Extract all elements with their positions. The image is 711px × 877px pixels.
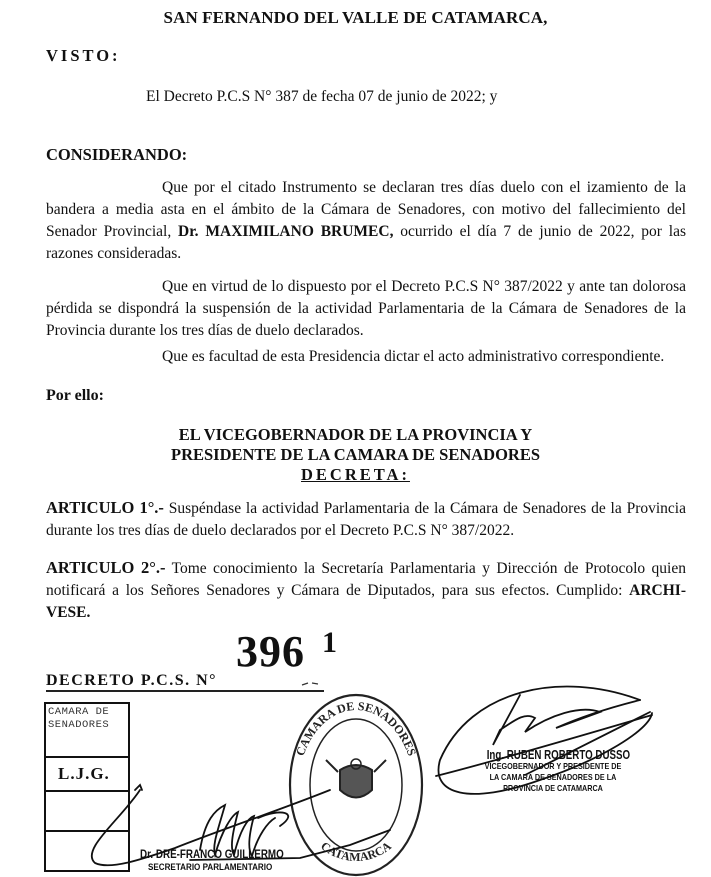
seal-inner-ring: [310, 719, 402, 851]
considerando-paragraph-1: [46, 177, 686, 265]
decreta-heading: DECRETA:: [301, 465, 410, 484]
paragraph-text: ocurrido el día 7 de junio de 2022, por las razones consideradas.: [46, 223, 686, 262]
initials-stamp-box: [44, 702, 130, 872]
authority-block: [0, 425, 711, 485]
considerando-paragraph-3: Que es facultad de esta Presidencia dictar el acto administrativo correspondiente.: [162, 348, 665, 365]
vicegovernor-title-line: VICEGOBERNADOR Y PRESIDENTE DE: [484, 761, 622, 771]
article-2: [46, 557, 686, 624]
city-heading: SAN FERNANDO DEL VALLE DE CATAMARCA,: [163, 8, 548, 27]
senator-name: Dr. MAXIMILANO BRUMEC,: [178, 223, 394, 240]
svg-text:CATAMARCA: [318, 839, 394, 864]
secretary-title: SECRETARIO PARLAMENTARIO: [148, 862, 273, 873]
article-1-text: Suspéndase la actividad Parlamentaria de la Cámara de Senadores de la Provincia durante los tres días de duelo declarados por el Decreto P.C.S N° 387/2022.: [46, 500, 686, 539]
vicegovernor-caption: [468, 750, 638, 794]
stamp-row: [46, 758, 128, 792]
stamp-header-line: SENADORES: [48, 719, 110, 731]
visto-label: VISTO:: [46, 46, 121, 65]
authority-line-2: PRESIDENTE DE LA CAMARA DE SENADORES: [170, 445, 541, 464]
article-1-label: ARTICULO 1°.-: [46, 498, 164, 517]
stamp-scribble: [302, 683, 318, 685]
vicegovernor-title-line: PROVINCIA DE CATAMARCA: [503, 783, 603, 793]
seal-top-text: CAMARA DE SENADORES: [292, 698, 420, 758]
considerando-paragraph-2: Que en virtud de lo dispuesto por el Decreto P.C.S N° 387/2022 y ante tan dolorosa pérdida se dispondrá la suspensión de la actividad Parlamentaria de la Cámara de Senadores de la Provincia durante los tres días de duelo declarados.: [46, 278, 686, 339]
authority-line-1: EL VICEGOBERNADOR DE LA PROVINCIA Y: [178, 425, 533, 444]
seal-bottom-text: CATAMARCA: [318, 838, 394, 864]
decree-number-underline: [46, 690, 324, 692]
svg-text:CAMARA DE SENADORES: [293, 699, 419, 758]
stamp-header: [48, 706, 109, 732]
article-1: [46, 497, 686, 542]
visto-text: El Decreto P.C.S N° 387 de fecha 07 de junio de 2022; y: [146, 88, 498, 105]
official-seal: [290, 695, 422, 875]
article-2-label: ARTICULO 2°.-: [46, 558, 166, 577]
coat-of-arms-icon: [326, 759, 386, 798]
secretary-name: Dr. DRE-FRANCO GUILLERMO: [140, 847, 284, 861]
stamp-row: [46, 704, 128, 758]
paragraph-text: Que por el citado Instrumento se declaran tres días duelo con el izamiento de la bandera a media asta en el ámbito de la Cámara de Senadores, con motivo del fallecimiento del Senador Provincial,: [46, 179, 686, 240]
vicegovernor-name: Ing. RUBEN ROBERTO DUSSO: [486, 748, 631, 762]
considerando-label: CONSIDERANDO:: [46, 145, 188, 164]
por-ello-label: Por ello:: [46, 387, 104, 404]
decree-number-value: 396: [236, 627, 305, 676]
stamp-initials: L.J.G.: [58, 764, 110, 783]
article-2-text: Tome conocimiento la Secretaría Parlamentaria y Dirección de Protocolo quien notificará a los Señores Senadores y Cámara de Diputados, para sus efectos. Cumplido:: [46, 560, 686, 599]
stamp-header-line: CAMARA DE: [48, 706, 110, 718]
stamp-row: [46, 792, 128, 832]
seal-outer-ring: [290, 695, 422, 875]
archivese-text: ARCHI-VESE.: [46, 582, 686, 621]
decree-number-suffix: 1: [322, 626, 337, 659]
vicegovernor-title-line: LA CAMARA DE SENADORES DE LA: [489, 772, 617, 782]
decree-number-label: DECRETO P.C.S. N°: [46, 672, 218, 689]
